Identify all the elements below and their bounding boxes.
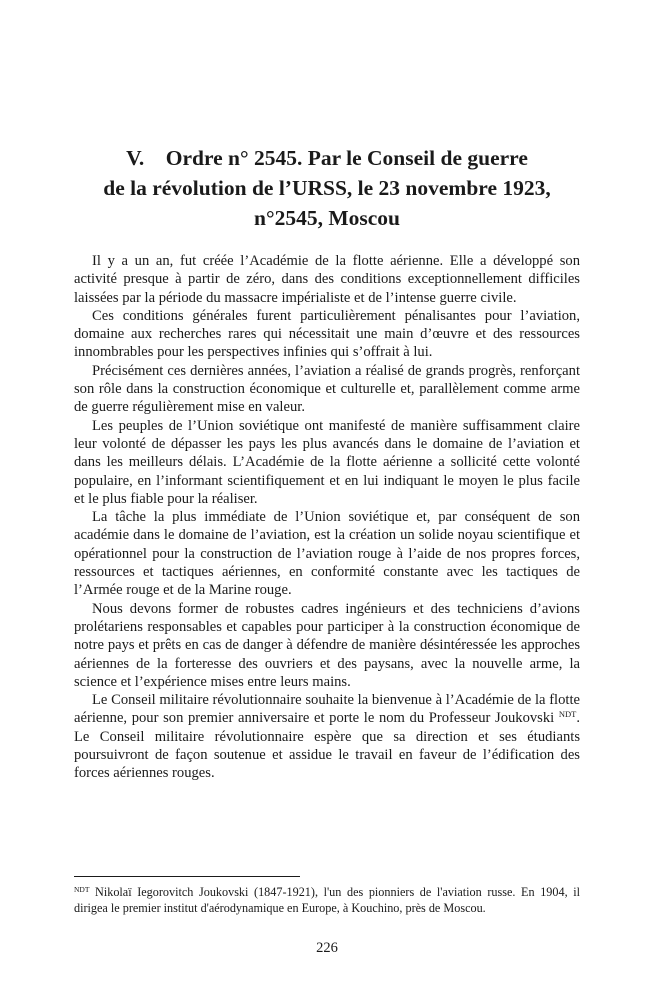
paragraph-2: Ces conditions générales furent particulièrement pénalisantes pour l’aviation, domaine aux recherches rares qui nécessitait une main d’œuvre et des ressources innombrables pour les perspectives infinies qui s’offrait à lui.	[74, 307, 580, 361]
page-number: 226	[316, 940, 338, 956]
footnote-text: Nikolaï Iegorovitch Joukovski (1847-1921), l'un des pionniers de l'aviation russe. En 1904, il dirigea le premier institut d'aérodynamique en Europe, à Kouchino, près de Moscou.	[74, 885, 580, 915]
body-text	[74, 252, 580, 783]
chapter-title-line-3: n°2545, Moscou	[254, 206, 400, 230]
chapter-title	[74, 143, 580, 233]
paragraph-1: Il y a un an, fut créée l’Académie de la flotte aérienne. Elle a développé son activité presque à partir de zéro, dans des conditions exceptionnellement difficiles laissées par la période du massacre impérialiste et de l’intense guerre civile.	[74, 253, 580, 306]
paragraph-7-text-end: . Le Conseil militaire révolutionnaire espère que sa direction et ses étudiants poursuivront de façon soutenue et assidue le travail en faveur de l’édification des forces aériennes rouges.	[74, 710, 580, 782]
chapter-title-line-2: de la révolution de l’URSS, le 23 novembre 1923,	[103, 176, 551, 200]
paragraph-3: Précisément ces dernières années, l’aviation a réalisé de grands progrès, renforçant son rôle dans la construction économique et culturelle et, parallèlement comme arme de guerre régulièrement mise en valeur.	[74, 362, 580, 416]
paragraph-6: Nous devons former de robustes cadres ingénieurs et des techniciens d’avions prolétariens responsables et capables pour participer à la construction économique de notre pays et prêts en cas de danger à défendre de manière désintéressée les approches aériennes de la forteresse des ouvriers et des paysans, avec la nouvelle arme, la science et l’expérience mises entre leurs mains.	[74, 600, 580, 690]
paragraph-7-text-start: Le Conseil militaire révolutionnaire souhaite la bienvenue à l’Académie de la flotte aérienne, pour son premier anniversaire et porte le nom du Professeur Joukovski	[74, 692, 580, 727]
book-page	[74, 0, 580, 1006]
paragraph-7	[74, 691, 580, 782]
footnote-reference[interactable]: NDT	[558, 709, 577, 720]
footnote-marker: NDT	[74, 885, 90, 894]
footnote-separator	[74, 876, 300, 877]
paragraph-4: Les peuples de l’Union soviétique ont manifesté de manière suffisamment claire leur volonté de dépasser les pays les plus avancés dans le domaine de l’aviation et dans les meilleurs délais. L’Académie de la flotte aérienne a sollicité cette volonté populaire, en l’informant scientifiquement et en lui indiquant le moyen le plus facile et le plus fiable pour la réaliser.	[74, 417, 580, 507]
paragraph-5: La tâche la plus immédiate de l’Union soviétique et, par conséquent de son académie dans le domaine de l’aviation, est la création un solide noyau scientifique et opérationnel pour la construction de l’aviation rouge à l’aide de nos propres forces, ressources et tactiques aériennes, en conformité constante avec les tactiques de l’Armée rouge et de la Marine rouge.	[74, 509, 580, 599]
footnote	[74, 884, 580, 916]
chapter-title-line-1: V. Ordre n° 2545. Par le Conseil de guerre	[126, 146, 528, 170]
